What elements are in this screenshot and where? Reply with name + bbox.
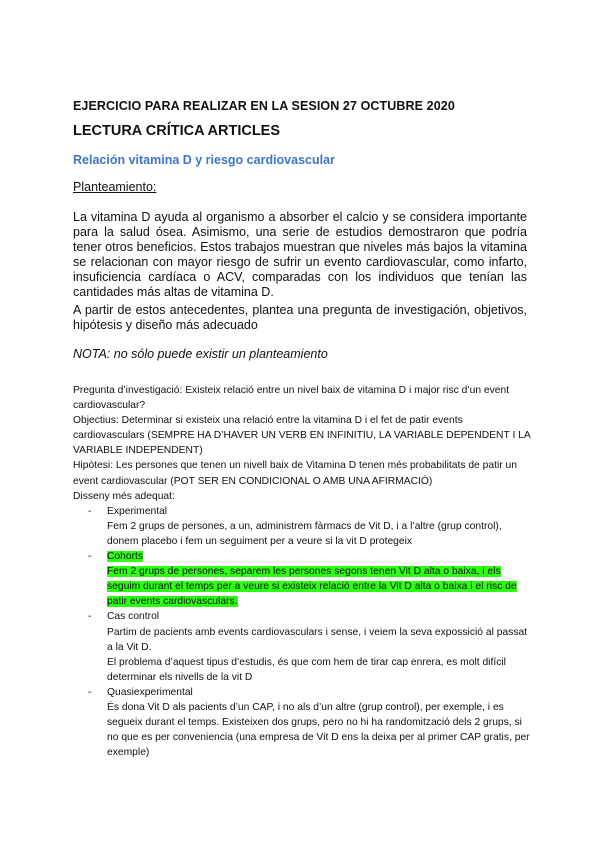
- planteamiento-label: Planteamiento:: [73, 180, 157, 194]
- design-label: Disseny més adequat:: [73, 490, 175, 502]
- design-title-highlighted: Cohorts: [107, 551, 144, 563]
- list-item: [73, 549, 531, 609]
- planteamiento-paragraph-1: La vitamina D ayuda al organismo a absorber el calcio y se considera importante para la salud ósea. Asimismo, una serie de estudios demostraron que podría tener otros beneficios. Estos trabajos muestran que niveles más bajos la vitamina se relacionan con mayor riesgo de sufrir un evento cardiovascular, como infarto, insuficiencia cardíaca o ACV, comparadas con los individuos que tenían las cantidades más altas de vitamina D.: [73, 210, 527, 299]
- design-description: Partim de pacients amb events cardiovasculars i sense, i veiem la seva expossició al passat a la Vit D.: [107, 626, 528, 653]
- list-dash: -: [88, 686, 92, 698]
- list-dash: -: [88, 505, 92, 517]
- list-item: [73, 685, 531, 760]
- design-title: Experimental: [107, 505, 168, 517]
- design-list: [73, 504, 531, 761]
- research-question: Pregunta d’investigació: Existeix relació entre un nivel baix de vitamina D i major risc d’un event cardiovascular?: [73, 385, 510, 412]
- design-title: Quasiexperimental: [107, 686, 193, 698]
- note: NOTA: no sólo puede existir un planteamiento: [73, 347, 328, 361]
- list-item: [73, 504, 531, 549]
- design-description-highlighted: Fem 2 grups de persones, separem les persones segons tenen Vit D alta o baixa, i els seguim durant el temps per a veure si existeix relació entre la Vit D alta o baixa i el risc de patir events cardiovasculars.: [107, 566, 517, 608]
- answer-section: [73, 383, 531, 760]
- planteamiento-paragraph-2: A partir de estos antecedentes, plantea una pregunta de investigación, objetivos, hipótesis y diseño más adecuado: [73, 303, 527, 332]
- list-dash: -: [88, 551, 92, 563]
- topic-title: Relación vitamina D y riesgo cardiovascular: [73, 153, 335, 167]
- list-dash: -: [88, 611, 92, 623]
- design-title: Cas control: [107, 611, 160, 623]
- exercise-title: EJERCICIO PARA REALIZAR EN LA SESION 27 OCTUBRE 2020: [73, 99, 455, 113]
- section-title: LECTURA CRÍTICA ARTICLES: [73, 123, 281, 139]
- objectives: Objectius: Determinar si existeix una relació entre la vitamina D i el fet de patir events cardiovasculars (SEMPRE HA D’HAVER UN VERB EN INFINITIU, LA VARIABLE DEPENDENT I LA VARIABLE INDEPENDENT): [73, 415, 531, 457]
- hypothesis: Hipòtesi: Les persones que tenen un nivell baix de Vitamina D tenen més probabilitats de patir un event cardiovascular (POT SER EN CONDICIONAL O AMB UNA AFIRMACIÓ): [73, 460, 517, 487]
- design-description: Fem 2 grups de persones, a un, administrem fàrmacs de Vit D, i a l’altre (grup control), donem placebo i fem un seguiment per a veure si la vit D protegeix: [107, 520, 502, 547]
- design-description: És dona Vit D als pacients d’un CAP, i no als d’un altre (grup control), per exemple, i es segueix durant el temps. Existeixen dos grups, pero no hi ha randomització dels 2 grups, si no que es per conveniencia (una empresa de Vit D ens la deixa per al primer CAP gratis, per exemple): [107, 701, 530, 759]
- list-item: [73, 609, 531, 684]
- design-description: El problema d’aquest tipus d’estudis, és que com hem de tirar cap enrera, es molt difícil determinar els nivells de la vit D: [107, 656, 506, 683]
